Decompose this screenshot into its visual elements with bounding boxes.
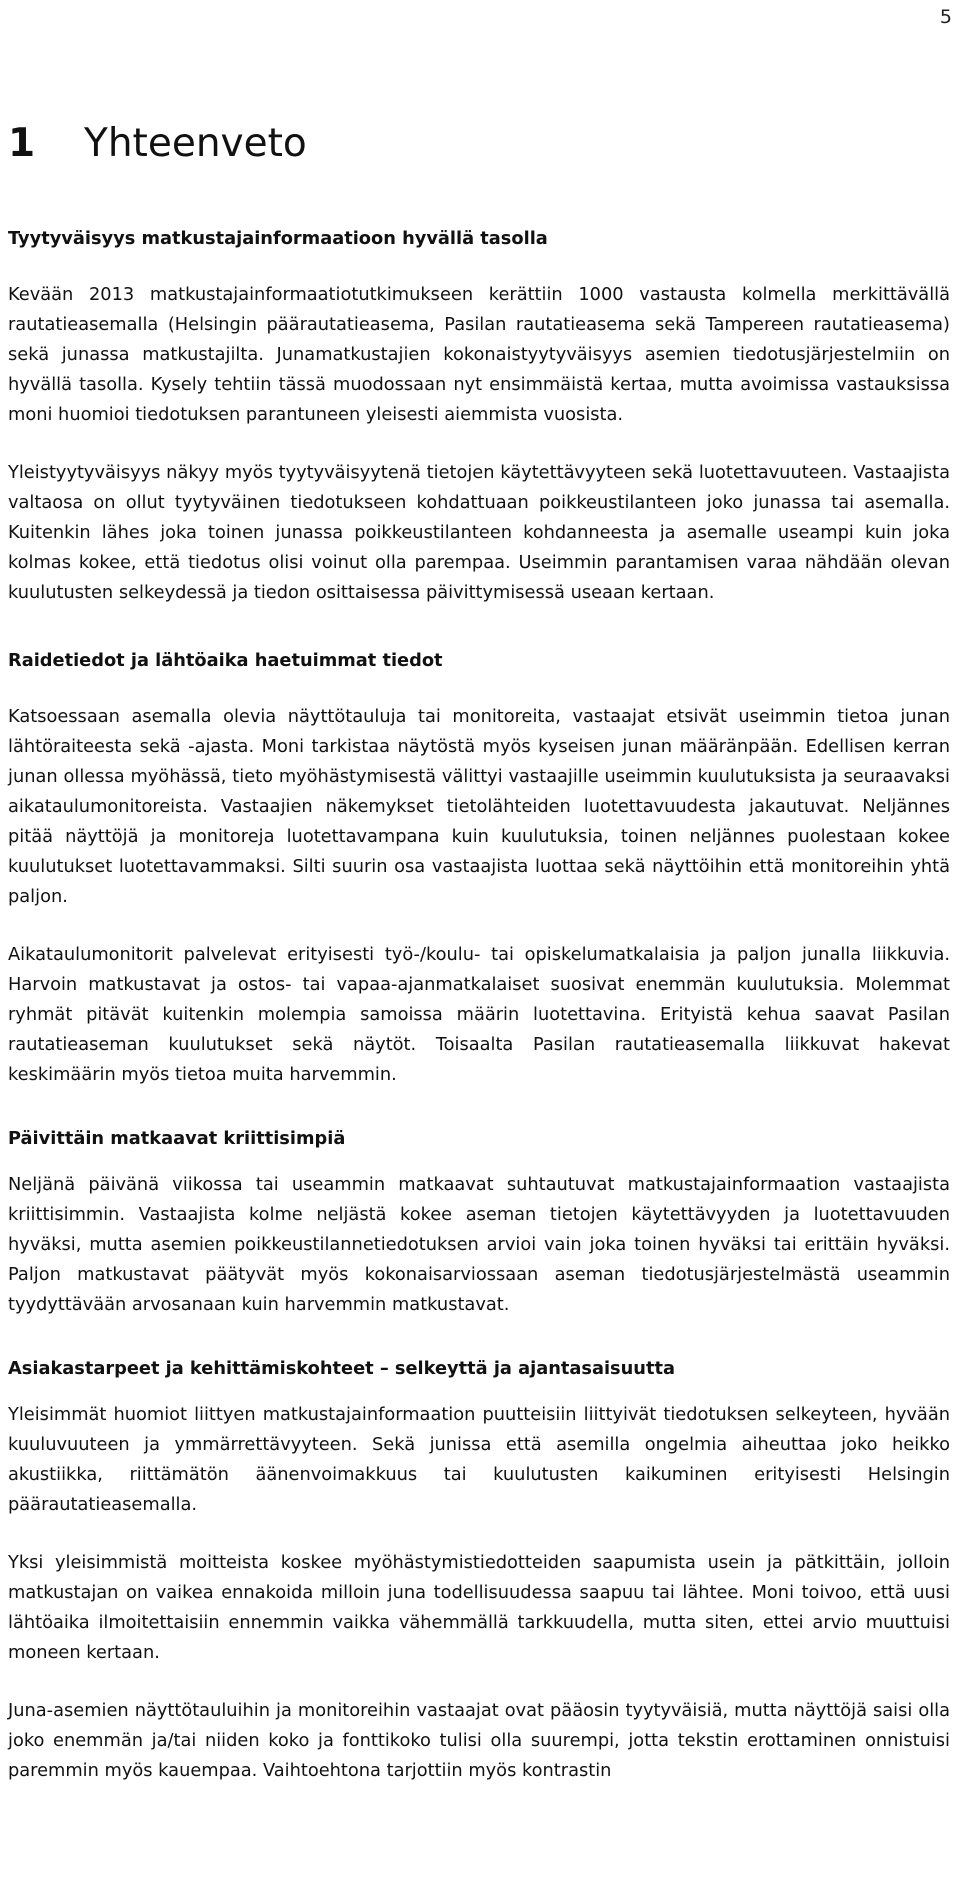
paragraph: Yleisimmät huomiot liittyen matkustajainformaation puutteisiin liittyivät tiedotuksen selkeyteen, hyvään kuuluvuuteen ja ymmärrettävyyteen. Sekä junissa että asemilla ongelmia aiheuttaa joko heikko akustiikka, riittämätön äänenvoimakkuus tai kuulutusten kaikuminen erityisesti Helsingin päärautatieasemalla. (8, 1404, 950, 1515)
chapter-title: Yhteenveto (84, 121, 307, 166)
paragraph: Aikataulumonitorit palvelevat erityisesti työ-/koulu- tai opiskelumatkalaisia ja paljon junalla liikkuvia. Harvoin matkustavat ja ostos- tai vapaa-ajanmatkalaiset suosivat enemmän kuulutuksia. Molemmat ryhmät pitävät kuitenkin molempia samoissa määrin luotettavina. Erityistä kehua saavat Pasilan rautatieaseman kuulutukset sekä näytöt. Toisaalta Pasilan rautatieasemalla liikkuvat hakevat keskimäärin myös tietoa muita harvemmin. (8, 944, 950, 1085)
section-heading-track-info: Raidetiedot ja lähtöaika haetuimmat tiedot (8, 650, 443, 671)
paragraph: Yksi yleisimmistä moitteista koskee myöhästymistiedotteiden saapumista usein ja pätkittäin, jolloin matkustajan on vaikea ennakoida milloin juna todellisuudessa saapuu tai lähtee. Moni toivoo, että uusi lähtöaika ilmoitettaisiin ennemmin vaikka vähemmällä tarkkuudella, mutta siten, ettei arvio muuttuisi moneen kertaan. (8, 1552, 950, 1663)
paragraph: Yleistyytyväisyys näkyy myös tyytyväisyytenä tietojen käytettävyyteen sekä luotettavuuteen. Vastaajista valtaosa on ollut tyytyväinen tiedotukseen kohdattuaan poikkeustilanteen joko junassa tai asemalla. Kuitenkin lähes joka toinen junassa poikkeustilanteen kohdanneesta ja asemalle useampi kuin joka kolmas kokee, että tiedotus olisi voinut olla parempaa. Useimmin parantamisen varaa nähdään olevan kuulutusten selkeydessä ja tiedon osittaisessa päivittymisessä useaan kertaan. (8, 462, 950, 603)
section-heading-satisfaction: Tyytyväisyys matkustajainformaatioon hyvällä tasolla (8, 228, 548, 249)
paragraph: Neljänä päivänä viikossa tai useammin matkaavat suhtautuvat matkustajainformaation vastaajista kriittisimmin. Vastaajista kolme neljästä kokee aseman tietojen käytettävyyden ja luotettavuuden hyväksi, mutta asemien poikkeustilannetiedotuksen arvioi vain joka toinen hyväksi tai erittäin hyväksi. Paljon matkustavat päätyvät myös kokonaisarviossaan aseman tiedotusjärjestelmästä useammin tyydyttävään arvosanaan kuin harvemmin matkustavat. (8, 1174, 950, 1315)
paragraph: Kevään 2013 matkustajainformaatiotutkimukseen kerättiin 1000 vastausta kolmella merkittävällä rautatieasemalla (Helsingin päärautatieasema, Pasilan rautatieasema sekä Tampereen rautatieasema) sekä junassa matkustajilta. Junamatkustajien kokonaistyytyväisyys asemien tiedotusjärjestelmiin on hyvällä tasolla. Kysely tehtiin tässä muodossaan nyt ensimmäistä kertaa, mutta avoimissa vastauksissa moni huomioi tiedotuksen parantuneen yleisesti aiemmista vuosista. (8, 284, 950, 425)
chapter-number: 1 (8, 121, 36, 166)
paragraph: Katsoessaan asemalla olevia näyttötauluja tai monitoreita, vastaajat etsivät useimmin tietoa junan lähtöraiteesta sekä -ajasta. Moni tarkistaa näytöstä myös kyseisen junan määränpään. Edellisen kerran junan ollessa myöhässä, tieto myöhästymisestä välittyi vastaajille useimmin kuulutuksista ja seuraavaksi aikataulumonitoreista. Vastaajien näkemykset tietolähteiden luotettavuudesta jakautuvat. Neljännes pitää näyttöjä ja monitoreja luotettavampana kuin kuulutuksia, toinen neljännes puolestaan kokee kuulutukset luotettavammaksi. Silti suurin osa vastaajista luottaa sekä näyttöihin että monitoreihin yhtä paljon. (8, 706, 950, 907)
section-heading-daily-travelers: Päivittäin matkaavat kriittisimpiä (8, 1128, 346, 1149)
page-number: 5 (939, 6, 952, 28)
chapter-heading (8, 120, 950, 168)
document-body (8, 120, 950, 1786)
paragraph: Juna-asemien näyttötauluihin ja monitoreihin vastaajat ovat pääosin tyytyväisiä, mutta näyttöjä saisi olla joko enemmän ja/tai niiden koko ja fonttikoko tulisi olla suurempi, jotta tekstin erottaminen onnistuisi paremmin myös kauempaa. Vaihtoehtona tarjottiin myös kontrastin (8, 1700, 950, 1781)
section-heading-customer-needs: Asiakastarpeet ja kehittämiskohteet – selkeyttä ja ajantasaisuutta (8, 1358, 675, 1379)
